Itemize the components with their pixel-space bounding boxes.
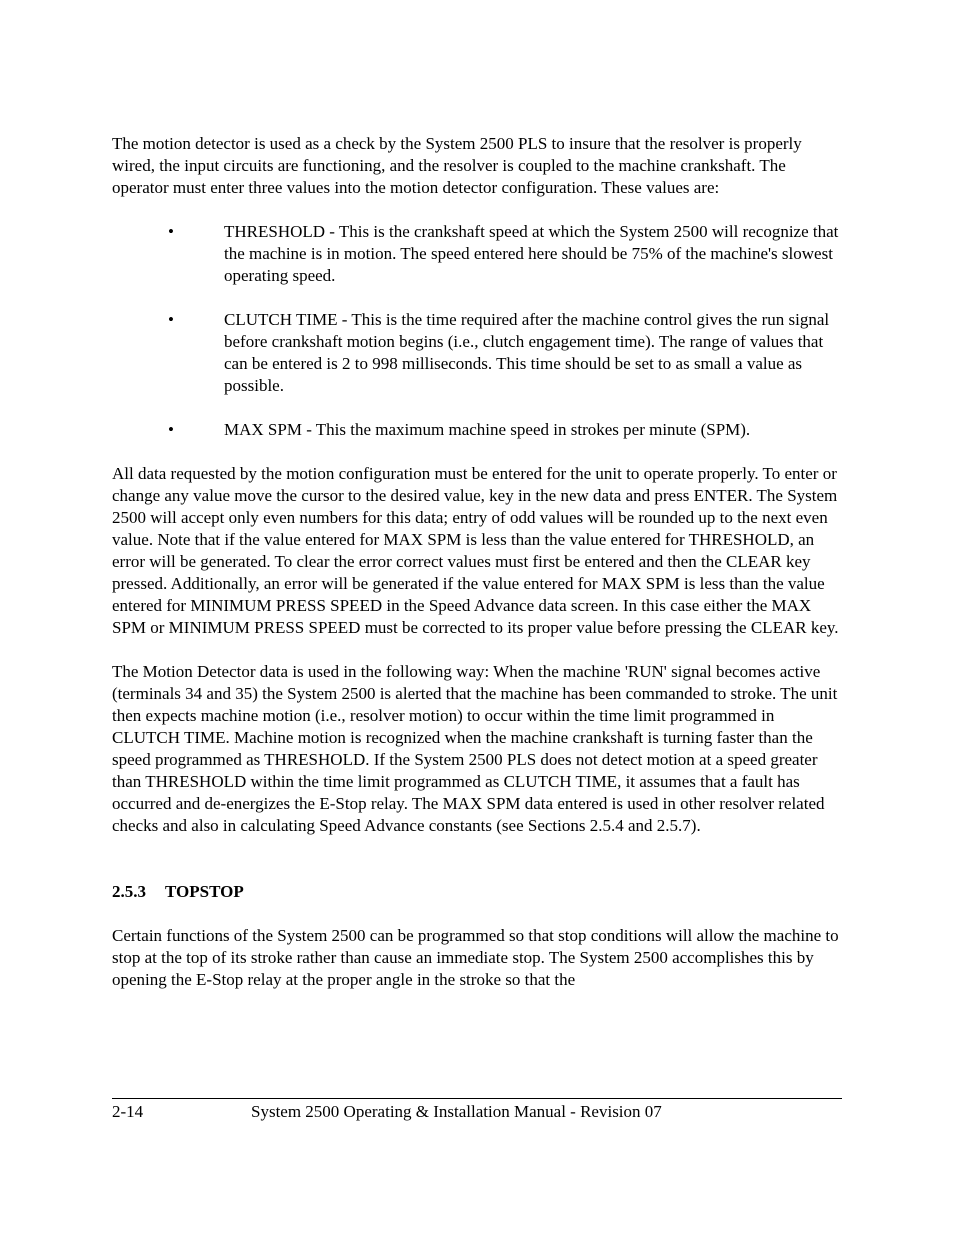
bullet-icon: • [168,420,174,439]
section-number: 2.5.3 [112,882,146,901]
page-footer [112,1098,842,1123]
motion-values-list [112,221,844,441]
list-item-threshold [112,221,844,287]
page-content [112,133,844,991]
list-item-clutch-time [112,309,844,397]
footer-page-number: 2-14 [112,1102,144,1121]
list-item-max-spm [112,419,844,441]
list-item-text: CLUTCH TIME - This is the time required after the machine control gives the run signal before crankshaft motion begins (i.e., clutch engagement time). The range of values that can be entered is 2 to 998 milliseconds. This time should be set to as small a value as possible. [224,310,830,395]
bullet-icon: • [168,222,174,241]
footer-title: System 2500 Operating & Installation Manual - Revision 07 [251,1102,662,1121]
section-title: TOPSTOP [165,882,244,901]
bullet-icon: • [168,310,174,329]
intro-paragraph: The motion detector is used as a check by the System 2500 PLS to insure that the resolver is properly wired, the input circuits are functioning, and the resolver is coupled to the machine crankshaft. The operator must enter three values into the motion detector configuration. These values are: [112,134,802,197]
topstop-paragraph: Certain functions of the System 2500 can be programmed so that stop conditions will allow the machine to stop at the top of its stroke rather than cause an immediate stop. The System 2500 accomplishes this by opening the E-Stop relay at the proper angle in the stroke so that the [112,926,839,989]
configuration-paragraph: All data requested by the motion configuration must be entered for the unit to operate properly. To enter or change any value move the cursor to the desired value, key in the new data and press ENTER. The System 2500 will accept only even numbers for this data; entry of odd values will be rounded up to the next even value. Note that if the value entered for MAX SPM is less than the value entered for THRESHOLD, an error will be generated. To clear the error correct values must first be entered and then the CLEAR key pressed. Additionally, an error will be generated if the value entered for MAX SPM is less than the value entered for MINIMUM PRESS SPEED in the Speed Advance data screen. In this case either the MAX SPM or MINIMUM PRESS SPEED must be corrected to its proper value before pressing the CLEAR key. [112,464,839,637]
list-item-text: MAX SPM - This the maximum machine speed in strokes per minute (SPM). [224,420,751,439]
motion-detector-paragraph: The Motion Detector data is used in the following way: When the machine 'RUN' signal becomes active (terminals 34 and 35) the System 2500 is alerted that the machine has been commanded to stroke. The unit then expects machine motion (i.e., resolver motion) to occur within the time limit programmed in CLUTCH TIME. Machine motion is recognized when the machine crankshaft is turning faster than the speed programmed as THRESHOLD. If the System 2500 PLS does not detect motion at a speed greater than THRESHOLD within the time limit programmed as CLUTCH TIME, it assumes that a fault has occurred and de-energizes the E-Stop relay. The MAX SPM data entered is used in other resolver related checks and also in calculating Speed Advance constants (see Sections 2.5.4 and 2.5.7). [112,662,838,835]
list-item-text: THRESHOLD - This is the crankshaft speed at which the System 2500 will recognize that the machine is in motion. The speed entered here should be 75% of the machine's slowest operating speed. [224,222,839,285]
section-heading [112,881,844,903]
